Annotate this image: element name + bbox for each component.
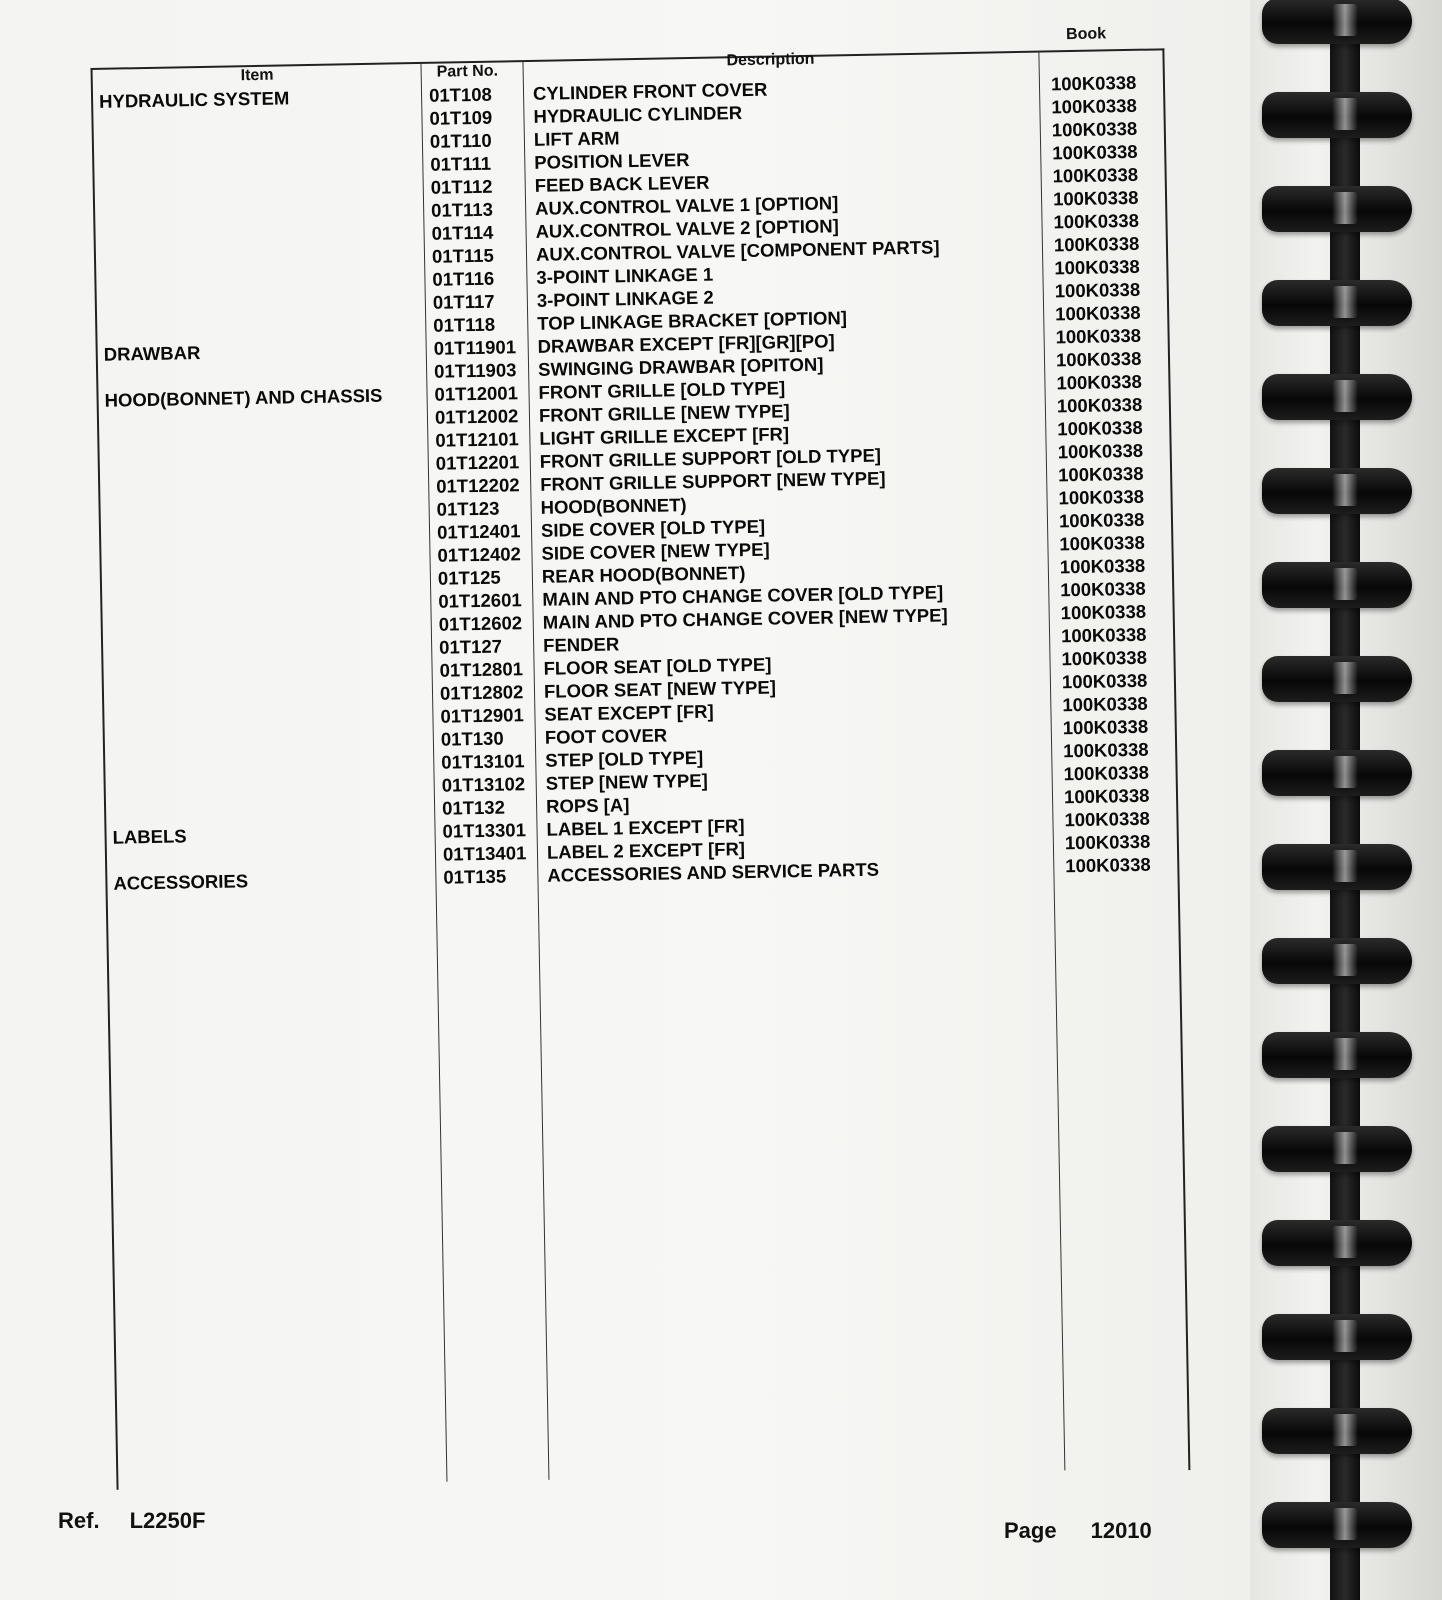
item-cell: HOOD(BONNET) AND CHASSIS — [104, 384, 383, 411]
part-no-cell: 01T109 — [429, 106, 493, 129]
part-no-cell: 01T12401 — [436, 520, 521, 543]
book-cell: 100K0338 — [1051, 94, 1137, 118]
binding-coil — [1262, 656, 1412, 702]
book-cell: 100K0338 — [1064, 830, 1151, 854]
book-cell: 100K0338 — [1051, 117, 1138, 141]
binding-coil — [1262, 844, 1412, 890]
book-cell: 100K0338 — [1054, 278, 1141, 302]
binding-coil — [1262, 186, 1412, 232]
description-cell: AUX.CONTROL VALVE 1 [OPTION] — [534, 192, 839, 219]
description-cell: STEP [OLD TYPE] — [545, 746, 704, 771]
book-cell: 100K0338 — [1060, 623, 1147, 647]
description-cell: 3-POINT LINKAGE 1 — [536, 263, 714, 288]
part-no-cell: 01T12101 — [435, 428, 519, 451]
book-cell: 100K0338 — [1053, 209, 1140, 233]
book-cell: 100K0338 — [1064, 807, 1151, 831]
ref-label: Ref. — [58, 1508, 100, 1533]
part-no-cell: 01T13101 — [441, 750, 525, 773]
binding-spine — [1330, 0, 1360, 1600]
part-no-cell: 01T11903 — [433, 359, 517, 382]
binding-coil — [1262, 1408, 1412, 1454]
part-no-cell: 01T12602 — [438, 612, 523, 635]
book-cell: 100K0338 — [1054, 301, 1141, 325]
book-cell: 100K0338 — [1059, 531, 1145, 555]
part-no-cell: 01T12001 — [434, 382, 519, 405]
part-no-cell: 01T114 — [431, 221, 494, 244]
description-cell: MAIN AND PTO CHANGE COVER [OLD TYPE] — [542, 581, 944, 610]
description-cell: FLOOR SEAT [OLD TYPE] — [543, 653, 772, 679]
book-cell: 100K0338 — [1058, 508, 1145, 532]
book-cell: 100K0338 — [1056, 370, 1143, 394]
description-cell: MAIN AND PTO CHANGE COVER [NEW TYPE] — [542, 604, 948, 633]
item-cell: HYDRAULIC SYSTEM — [98, 87, 290, 112]
part-no-cell: 01T125 — [437, 566, 501, 589]
book-cell: 100K0338 — [1062, 692, 1148, 716]
book-cell: 100K0338 — [1062, 738, 1149, 762]
part-no-cell: 01T130 — [440, 727, 504, 750]
book-cell: 100K0338 — [1052, 186, 1139, 210]
reference — [58, 1508, 205, 1534]
binding-coil — [1262, 0, 1412, 44]
description-cell: FRONT GRILLE [NEW TYPE] — [538, 400, 790, 426]
page-label: Page — [1004, 1518, 1057, 1543]
description-cell: SEAT EXCEPT [FR] — [544, 700, 714, 725]
part-no-cell: 01T116 — [432, 267, 495, 290]
part-no-cell: 01T12901 — [440, 704, 524, 727]
description-cell: LABEL 1 EXCEPT [FR] — [546, 815, 745, 840]
table-body — [91, 70, 1176, 894]
page-number — [1004, 1518, 1152, 1544]
book-cell: 100K0338 — [1052, 163, 1139, 187]
book-cell: 100K0338 — [1058, 485, 1145, 509]
part-no-cell: 01T108 — [428, 83, 493, 106]
part-no-cell: 01T115 — [431, 244, 494, 267]
description-cell: AUX.CONTROL VALVE [COMPONENT PARTS] — [535, 236, 940, 265]
book-cell: 100K0338 — [1060, 600, 1147, 624]
part-no-cell: 01T12601 — [438, 589, 522, 612]
part-no-cell: 01T13301 — [442, 819, 527, 842]
description-cell: LIGHT GRILLE EXCEPT [FR] — [539, 423, 790, 449]
header-part-no: Part No. — [436, 62, 499, 81]
part-no-cell: 01T12802 — [439, 681, 524, 704]
book-cell: 100K0338 — [1057, 416, 1143, 440]
description-cell: FEED BACK LEVER — [534, 171, 710, 196]
book-cell: 100K0338 — [1057, 462, 1144, 486]
binding-coil — [1262, 280, 1412, 326]
part-no-cell: 01T12402 — [437, 543, 522, 566]
part-no-cell: 01T12202 — [436, 474, 520, 497]
description-cell: FRONT GRILLE [OLD TYPE] — [538, 377, 786, 403]
book-cell: 100K0338 — [1055, 347, 1142, 371]
description-cell: REAR HOOD(BONNET) — [541, 562, 746, 587]
book-cell: 100K0338 — [1050, 71, 1137, 95]
binding-coil — [1262, 374, 1412, 420]
book-cell: 100K0338 — [1065, 853, 1151, 877]
part-no-cell: 01T123 — [436, 497, 500, 520]
book-cell: 100K0338 — [1053, 232, 1140, 256]
book-cell: 100K0338 — [1063, 761, 1150, 785]
description-cell: DRAWBAR EXCEPT [FR][GR][PO] — [537, 330, 835, 357]
description-cell: POSITION LEVER — [534, 149, 690, 173]
description-cell: SWINGING DRAWBAR [OPITON] — [537, 353, 824, 380]
description-cell: FRONT GRILLE SUPPORT [NEW TYPE] — [540, 467, 886, 495]
header-item: Item — [240, 66, 274, 85]
book-cell: 100K0338 — [1055, 324, 1142, 348]
description-cell: FRONT GRILLE SUPPORT [OLD TYPE] — [539, 444, 882, 472]
description-cell: FENDER — [542, 633, 620, 656]
part-no-cell: 01T135 — [443, 865, 507, 888]
part-no-cell: 01T111 — [430, 152, 492, 175]
header-description: Description — [726, 50, 815, 70]
book-cell: 100K0338 — [1060, 577, 1146, 601]
description-cell: AUX.CONTROL VALVE 2 [OPTION] — [535, 215, 839, 242]
part-no-cell: 01T12801 — [439, 658, 524, 681]
description-cell: FLOOR SEAT [NEW TYPE] — [543, 676, 777, 702]
header-book: Book — [1065, 25, 1107, 44]
parts-index-table — [90, 20, 1206, 1480]
book-cell: 100K0338 — [1061, 646, 1148, 670]
part-no-cell: 01T12201 — [435, 451, 520, 474]
description-cell: 3-POINT LINKAGE 2 — [536, 286, 714, 311]
part-no-cell: 01T113 — [430, 198, 494, 221]
page-value: 12010 — [1090, 1518, 1152, 1543]
binding-coil — [1262, 1502, 1412, 1548]
binding-coil — [1262, 1314, 1412, 1360]
binding-coil — [1262, 1220, 1412, 1266]
part-no-cell: 01T13401 — [442, 842, 527, 865]
book-cell: 100K0338 — [1054, 255, 1140, 279]
description-cell: LIFT ARM — [533, 127, 620, 150]
book-cell: 100K0338 — [1057, 439, 1144, 463]
binding-coil — [1262, 468, 1412, 514]
description-cell: LABEL 2 EXCEPT [FR] — [546, 838, 746, 863]
part-no-cell: 01T110 — [429, 129, 492, 152]
description-cell: STEP [NEW TYPE] — [545, 769, 708, 794]
description-cell: FOOT COVER — [544, 724, 668, 748]
description-cell: SIDE COVER [NEW TYPE] — [541, 538, 770, 564]
book-cell: 100K0338 — [1052, 140, 1138, 164]
spiral-binding — [1250, 0, 1442, 1600]
description-cell: TOP LINKAGE BRACKET [OPTION] — [537, 307, 848, 334]
part-no-cell: 01T11901 — [433, 336, 517, 359]
book-cell: 100K0338 — [1061, 669, 1148, 693]
description-cell: SIDE COVER [OLD TYPE] — [540, 515, 766, 541]
item-cell: ACCESSORIES — [113, 870, 249, 894]
binding-coil — [1262, 92, 1412, 138]
binding-coil — [1262, 1032, 1412, 1078]
book-cell: 100K0338 — [1062, 715, 1149, 739]
book-cell: 100K0338 — [1059, 554, 1146, 578]
part-no-cell: 01T127 — [438, 635, 503, 658]
description-cell: CYLINDER FRONT COVER — [532, 78, 768, 104]
binding-coil — [1262, 750, 1412, 796]
part-no-cell: 01T13102 — [441, 773, 526, 796]
part-no-cell: 01T118 — [433, 313, 496, 336]
item-cell: LABELS — [112, 825, 187, 848]
description-cell: HOOD(BONNET) — [540, 494, 687, 518]
description-cell: ACCESSORIES AND SERVICE PARTS — [547, 858, 880, 886]
description-cell: HYDRAULIC CYLINDER — [533, 102, 743, 127]
item-cell: DRAWBAR — [103, 342, 201, 365]
description-cell: ROPS [A] — [545, 794, 630, 817]
book-cell: 100K0338 — [1063, 784, 1150, 808]
part-no-cell: 01T117 — [432, 290, 495, 313]
binding-coil — [1262, 1126, 1412, 1172]
part-no-cell: 01T132 — [441, 796, 506, 819]
ref-value: L2250F — [129, 1508, 206, 1533]
part-no-cell: 01T12002 — [434, 405, 519, 428]
binding-coil — [1262, 938, 1412, 984]
book-cell: 100K0338 — [1056, 393, 1143, 417]
binding-coil — [1262, 562, 1412, 608]
part-no-cell: 01T112 — [430, 175, 493, 198]
